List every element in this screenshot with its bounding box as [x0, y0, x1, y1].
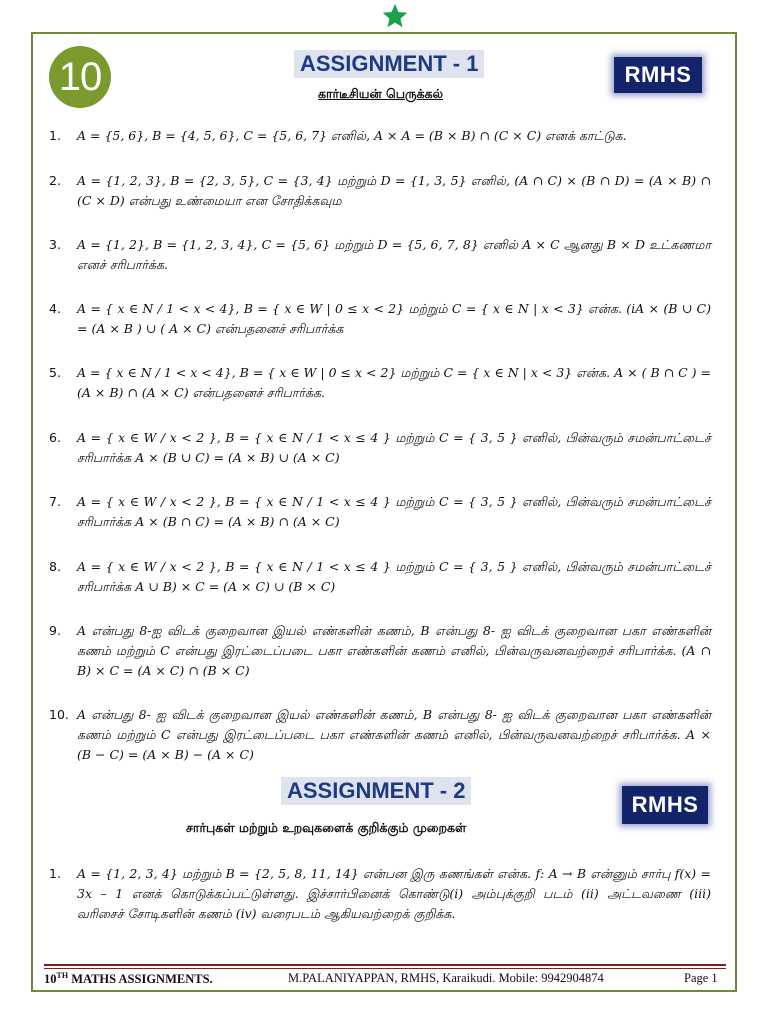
question-1-5 — [49, 363, 711, 403]
question-1-6 — [49, 428, 711, 468]
question-1-3 — [49, 235, 711, 275]
question-number: 10. — [49, 707, 69, 722]
question-number: 7. — [49, 494, 61, 509]
question-2-1 — [49, 864, 711, 924]
assignment-2-title: ASSIGNMENT - 2 — [281, 777, 471, 805]
question-1-7 — [49, 492, 711, 532]
footer-rule — [44, 968, 726, 969]
question-number: 9. — [49, 623, 61, 638]
question-text: A = { x ∈ W / x < 2 }, B = { x ∈ N / 1 < x ≤ 4 } மற்றும் C = { 3, 5 } எனில், பின்வரும் சமன்பாட்டைச் சரிபார்க்க A × (B ∩ C) = (A × B) ∩ (A × C) — [77, 494, 711, 529]
question-text: A = { x ∈ W / x < 2 }, B = { x ∈ N / 1 < x ≤ 4 } மற்றும் C = { 3, 5 } எனில், பின்வரும் சமன்பாட்டைச் சரிபார்க்க A × (B ∪ C) = (A × B) ∪ (A × C) — [77, 430, 711, 465]
question-1-2 — [49, 171, 711, 211]
question-text: A என்பது 8-ஐ விடக் குறைவான இயல் எண்களின் கணம், B என்பது 8- ஐ விடக் குறைவான பகா எண்களின் கணம் மற்றும் C என்பது இரட்டைப்படை பகா எண்களின் கணம் எனில், பின்வருவனவற்றைச் சரிபார்க்க. (A ∩ B) × C = (A × C) ∩ (B × C) — [77, 623, 711, 678]
question-text: A = {1, 2, 3}, B = {2, 3, 5}, C = {3, 4} மற்றும் D = {1, 3, 5} எனில், (A ∩ C) × (B ∩ D) = (A × B) ∩ (C × D) என்பது உண்மையா என சோதிக்கவும — [77, 173, 711, 208]
rmhs-logo: RMHS — [622, 786, 708, 824]
chapter-badge: 10 — [49, 46, 111, 108]
question-text: A = { x ∈ W / x < 2 }, B = { x ∈ N / 1 < x ≤ 4 } மற்றும் C = { 3, 5 } எனில், பின்வரும் சமன்பாட்டைச் சரிபார்க்க A ∪ B) × C = (A × C) ∪ (B × C) — [77, 559, 711, 594]
question-1-9 — [49, 621, 711, 681]
page-number: Page 1 — [684, 971, 718, 985]
question-text: A = {1, 2}, B = {1, 2, 3, 4}, C = {5, 6} மற்றும் D = {5, 6, 7, 8} எனில் A × C ஆனது B × D உட்கணமா எனச் சரிபார்க்க. — [77, 237, 711, 272]
question-number: 1. — [49, 128, 61, 143]
star-icon — [381, 2, 409, 30]
question-1-4 — [49, 299, 711, 339]
question-1-1 — [49, 126, 711, 146]
question-number: 5. — [49, 365, 61, 380]
question-text: A என்பது 8- ஐ விடக் குறைவான இயல் எண்களின் கணம், B என்பது 8- ஐ விடக் குறைவான பகா எண்களின் கணம் மற்றும் C என்பது இரட்டைப்படை பகா எண்களின் கணம் எனில், பின்வருவனவற்றைச் சரிபார்க்க. A × (B − C) = (A × B) − (A × C) — [77, 707, 711, 762]
assignment-1-title: ASSIGNMENT - 1 — [294, 50, 484, 78]
question-1-8 — [49, 557, 711, 597]
question-number: 8. — [49, 559, 61, 574]
question-text: A = { x ∈ N / 1 < x < 4}, B = { x ∈ W | 0 ≤ x < 2} மற்றும் C = { x ∈ N | x < 3} என்க. (iA × (B ∪ C) = (A × B ) ∪ ( A × C) என்பதனைச் சரிபார்க்க — [77, 301, 711, 336]
question-number: 1. — [49, 866, 61, 881]
question-number: 3. — [49, 237, 61, 252]
question-1-10 — [49, 705, 711, 765]
footer-rule — [44, 964, 726, 966]
question-text: A = {5, 6}, B = {4, 5, 6}, C = {5, 6, 7} எனில், A × A = (B × B) ∩ (C × C) எனக் காட்டுக. — [77, 128, 627, 143]
footer-title: 10TH MATHS ASSIGNMENTS. — [44, 971, 213, 987]
footer-author: M.PALANIYAPPAN, RMHS, Karaikudi. Mobile: 9942904874 — [288, 971, 604, 985]
assignment-1-subtitle: கார்டீசியன் பெருக்கல் — [318, 86, 443, 101]
assignment-2-subtitle: சார்புகள் மற்றும் உறவுகளைக் குறிக்கும் முறைகள் — [186, 820, 467, 835]
question-number: 4. — [49, 301, 61, 316]
question-text: A = {1, 2, 3, 4} மற்றும் B = {2, 5, 8, 11, 14} என்பன இரு கணங்கள் என்க. f: A → B என்னும் சார்பு f(x) = 3x – 1 எனக் கொடுக்கப்பட்டுள்ளது. இச்சார்பினைக் கொண்டு(i) அம்புக்குறி படம் (ii) அட்டவணை (iii) வரிசைச் சோடிகளின் கணம் (iv) வரைபடம் ஆகியவற்றைக் குறிக்க. — [77, 866, 711, 921]
question-text: A = { x ∈ N / 1 < x < 4}, B = { x ∈ W | 0 ≤ x < 2} மற்றும் C = { x ∈ N | x < 3} என்க. A × ( B ∩ C ) = (A × B) ∩ (A × C) என்பதனைச் சரிபார்க்க. — [77, 365, 711, 400]
rmhs-logo: RMHS — [614, 57, 702, 93]
question-number: 2. — [49, 173, 61, 188]
question-number: 6. — [49, 430, 61, 445]
